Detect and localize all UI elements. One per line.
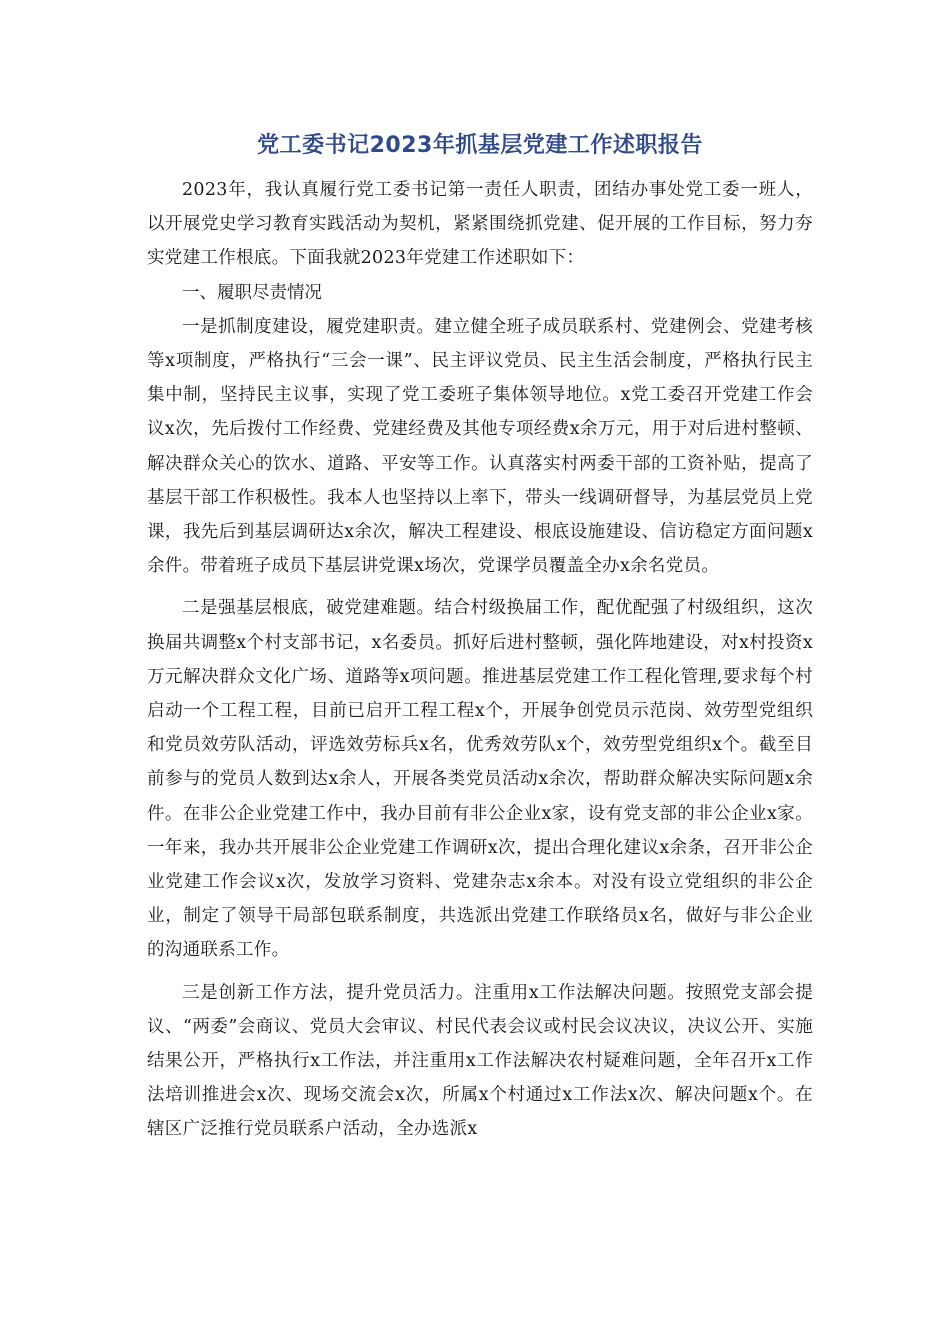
paragraph-gap bbox=[147, 968, 813, 976]
body-paragraph-2: 二是强基层根底，破党建难题。结合村级换届工作，配优配强了村级组织，这次换届共调整x个村支部书记，x名委员。抓好后进村整顿，强化阵地建设，对x村投资x万元解决群众文化广场、道路等x项问题。推进基层党建工作工程化管理,要求每个村启动一个工程工程，目前已启开工程工程x个，开展争创党员示范岗、效劳型党组织和党员效劳队活动，评选效劳标兵x名，优秀效劳队x个，效劳型党组织x个。截至目前参与的党员人数到达x余人，开展各类党员活动x余次，帮助群众解决实际问题x余件。在非公企业党建工作中，我办目前有非公企业x家，设有党支部的非公企业x家。一年来，我办共开展非公企业党建工作调研x次，提出合理化建议x余条，召开非公企业党建工作会议x次，发放学习资料、党建杂志x余本。对没有设立党组织的非公企业，制定了领导干局部包联系制度，共选派出党建工作联络员x名，做好与非公企业的沟通联系工作。 bbox=[147, 598, 813, 961]
section-heading: 一、履职尽责情况 bbox=[182, 282, 322, 303]
body-paragraph-3: 三是创新工作方法，提升党员活力。注重用x工作法解决问题。按照党支部会提议、“两委”会商议、党员大会审议、村民代表会议或村民会议决议，决议公开、实施结果公开，严格执行x工作法，并注重用x工作法解决农村疑难问题，全年召开x工作法培训推进会x次、现场交流会x次，所属x个村通过x工作法x次、解决问题x个。在辖区广泛推行党员联系户活动，全办选派x bbox=[147, 982, 813, 1140]
document-title: 党工委书记2023年抓基层党建工作述职报告 bbox=[257, 133, 703, 158]
paragraph-gap bbox=[147, 583, 813, 591]
intro-paragraph: 2023年，我认真履行党工委书记第一责任人职责，团结办事处党工委一班人，以开展党史学习教育实践活动为契机，紧紧围绕抓党建、促开展的工作目标，努力夯实党建工作根底。下面我就2023年党建工作述职如下： bbox=[147, 180, 813, 269]
document-page bbox=[147, 128, 813, 1147]
body-paragraph-1: 一是抓制度建设，履党建职责。建立健全班子成员联系村、党建例会、党建考核等x项制度，严格执行“三会一课”、民主评议党员、民主生活会制度，严格执行民主集中制，坚持民主议事，实现了党工委班子集体领导地位。x党工委召开党建工作会议x次，先后拨付工作经费、党建经费及其他专项经费x余万元，用于对后进村整顿、解决群众关心的饮水、道路、平安等工作。认真落实村两委干部的工资补贴，提高了基层干部工作积极性。我本人也坚持以上率下，带头一线调研督导，为基层党员上党课，我先后到基层调研达x余次，解决工程建设、根底设施建设、信访稳定方面问题x余件。带着班子成员下基层讲党课x场次，党课学员覆盖全办x余名党员。 bbox=[147, 316, 813, 577]
